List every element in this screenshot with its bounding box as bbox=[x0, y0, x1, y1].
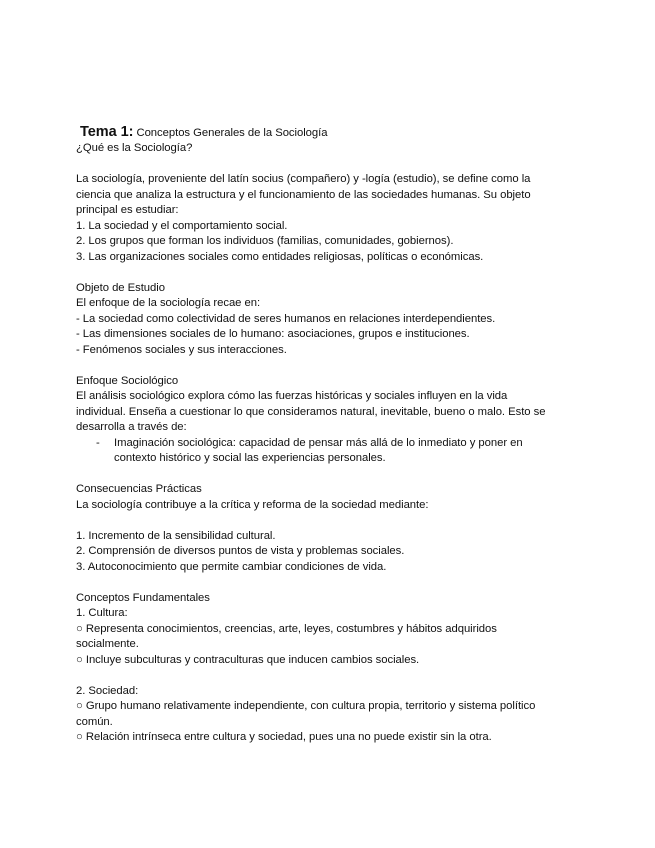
spacer bbox=[76, 265, 595, 281]
conceptos-section bbox=[76, 591, 595, 746]
document-title bbox=[76, 124, 595, 141]
spacer bbox=[76, 575, 595, 591]
list-item: 2. Los grupos que forman los individuos (familias, comunidades, gobiernos). bbox=[76, 235, 454, 247]
section-heading: Enfoque Sociológico bbox=[76, 374, 179, 387]
spacer bbox=[76, 358, 595, 374]
section-lead: El enfoque de la sociología recae en: bbox=[76, 297, 261, 309]
concept-line: ○ Representa conocimientos, creencias, arte, leyes, costumbres y hábitos adquiridos bbox=[76, 622, 497, 635]
consecuencias-section bbox=[76, 482, 595, 575]
list-item: - La sociedad como colectividad de seres humanos en relaciones interdependientes. bbox=[76, 312, 496, 325]
intro-line: principal es estudiar: bbox=[76, 204, 179, 216]
intro-section bbox=[76, 172, 595, 265]
subtitle: ¿Qué es la Sociología? bbox=[76, 142, 193, 154]
intro-line: ciencia que analiza la estructura y el funcionamiento de las sociedades humanas. Su objeto bbox=[76, 188, 531, 201]
paragraph-line: individual. Enseña a cuestionar lo que consideramos natural, inevitable, bueno o malo. Esto se bbox=[76, 405, 546, 418]
spacer bbox=[76, 467, 595, 483]
concept-line: socialmente. bbox=[76, 638, 139, 650]
concept-line: ○ Grupo humano relativamente independiente, con cultura propia, territorio y sistema político bbox=[76, 700, 536, 712]
concept-label: 2. Sociedad: bbox=[76, 684, 139, 697]
list-item: 1. Incremento de la sensibilidad cultural. bbox=[76, 529, 276, 542]
section-heading: Conceptos Fundamentales bbox=[76, 591, 210, 604]
paragraph-line: desarrolla a través de: bbox=[76, 421, 187, 433]
list-item: 3. Las organizaciones sociales como entidades religiosas, políticas o económicas. bbox=[76, 250, 484, 263]
objeto-section bbox=[76, 281, 595, 359]
title-text: Conceptos Generales de la Sociología bbox=[133, 127, 328, 139]
bullet-line: Imaginación sociológica: capacidad de pensar más allá de lo inmediato y poner en bbox=[114, 436, 523, 449]
paragraph-line: El análisis sociológico explora cómo las fuerzas históricas y sociales influyen en la vida bbox=[76, 390, 508, 402]
section-heading: Consecuencias Prácticas bbox=[76, 483, 202, 495]
spacer bbox=[76, 668, 595, 684]
enfoque-section bbox=[76, 374, 595, 467]
section-heading: Objeto de Estudio bbox=[76, 281, 165, 294]
list-item: 3. Autoconocimiento que permite cambiar condiciones de vida. bbox=[76, 560, 387, 573]
bullet-item bbox=[76, 436, 584, 467]
list-item: - Fenómenos sociales y sus interacciones. bbox=[76, 343, 287, 356]
concept-label: 1. Cultura: bbox=[76, 607, 128, 619]
title-prefix: Tema 1: bbox=[80, 124, 134, 140]
concept-line: ○ Relación intrínseca entre cultura y sociedad, pues una no puede existir sin la otra. bbox=[76, 731, 492, 743]
concept-line: ○ Incluye subculturas y contraculturas que inducen cambios sociales. bbox=[76, 653, 420, 666]
section-lead: La sociología contribuye a la crítica y reforma de la sociedad mediante: bbox=[76, 498, 429, 511]
intro-line: La sociología, proveniente del latín socius (compañero) y -logía (estudio), se define como la bbox=[76, 173, 531, 185]
concept-line: común. bbox=[76, 715, 113, 728]
list-item: - Las dimensiones sociales de lo humano: asociaciones, grupos e instituciones. bbox=[76, 328, 470, 340]
list-item: 1. La sociedad y el comportamiento social. bbox=[76, 219, 288, 232]
spacer bbox=[76, 157, 595, 173]
bullet-marker: - bbox=[96, 436, 100, 449]
list-item: 2. Comprensión de diversos puntos de vista y problemas sociales. bbox=[76, 545, 405, 557]
bullet-line: contexto histórico y social las experiencias personales. bbox=[114, 452, 386, 464]
spacer bbox=[76, 513, 595, 529]
